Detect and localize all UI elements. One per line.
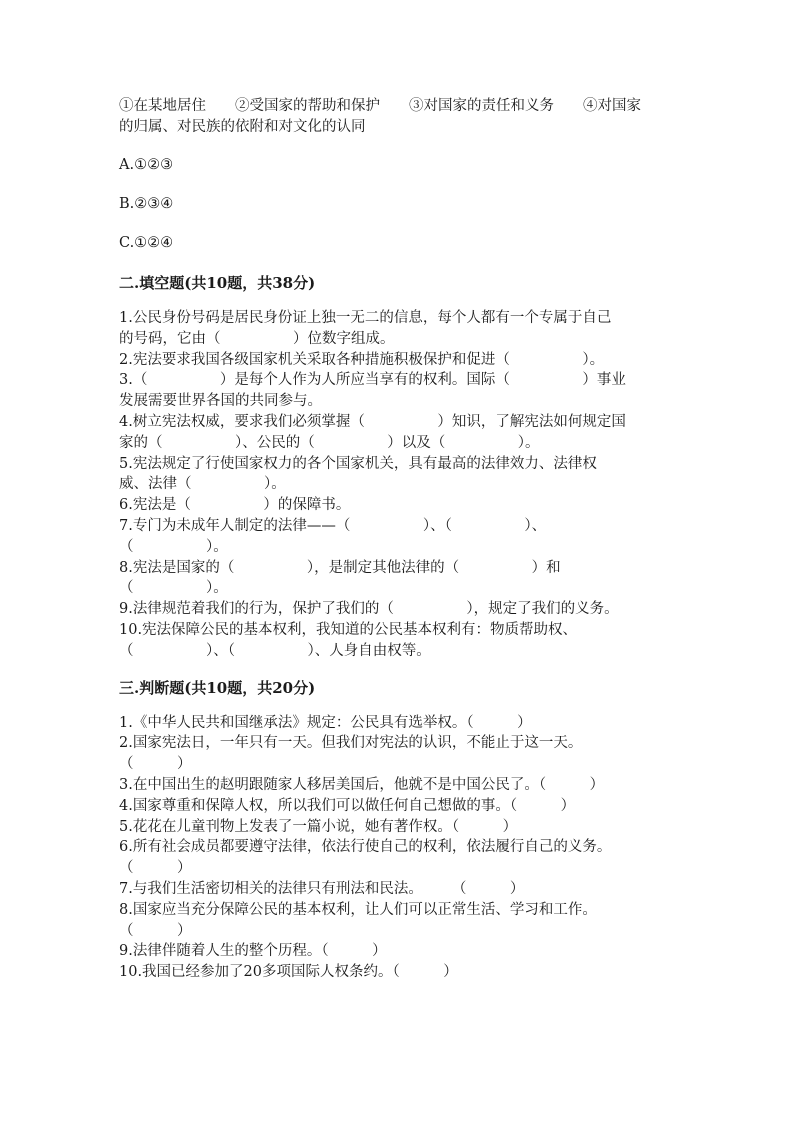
fill-in-line: 6.宪法是（ ）的保障书。 — [119, 497, 351, 514]
option-b: B.②③④ — [119, 196, 174, 212]
section-true-false-title: 三.判断题(共10题，共20分) — [119, 678, 316, 697]
true-false-line: 3.在中国出生的赵明跟随家人移居美国后，他就不是中国公民了。（ ） — [119, 776, 605, 793]
fill-in-line: 9.法律规范着我们的行为，保护了我们的（ ），规定了我们的义务。 — [119, 601, 619, 618]
fill-in-line: 家的（ ）、公民的（ ）以及（ ）。 — [119, 434, 540, 451]
true-false-line: 10.我国已经参加了20多项国际人权条约。（ ） — [119, 964, 458, 981]
fill-in-line: 2.宪法要求我国各级国家机关采取各种措施积极保护和促进（ ）。 — [119, 351, 605, 368]
true-false-line: 6.所有社会成员都要遵守法律，依法行使自己的权利，依法履行自己的义务。 — [119, 839, 612, 856]
exam-page — [119, 96, 679, 998]
true-false-line: 7.与我们生活密切相关的法律只有刑法和民法。 （ ） — [119, 880, 525, 897]
fill-in-line: 8.宪法是国家的（ ），是制定其他法律的（ ）和 — [119, 559, 561, 576]
option-c: C.①②④ — [119, 235, 174, 251]
true-false-line: 5.花花在儿童刊物上发表了一篇小说，她有著作权。（ ） — [119, 818, 518, 835]
true-false-line: 1.《中华人民共和国继承法》规定：公民具有选举权。（ ） — [119, 714, 532, 731]
true-false-line: （ ） — [119, 860, 192, 877]
question-stem-choices — [119, 96, 679, 138]
true-false-line: 2.国家宪法日，一年只有一天。但我们对宪法的认识，不能止于这一天。 — [119, 735, 583, 752]
fill-in-line: 3.（ ）是每个人作为人所应当享有的权利。国际（ ）事业 — [119, 372, 626, 389]
fill-in-line: 发展需要世界各国的共同参与。 — [119, 393, 322, 410]
true-false-line: （ ） — [119, 756, 192, 773]
option-a: A.①②③ — [119, 157, 174, 173]
stem-line-2: 的归属、对民族的依附和对文化的认同 — [119, 119, 366, 135]
fill-in-line: 7.专门为未成年人制定的法律——（ ）、（ ）、 — [119, 517, 547, 534]
fill-in-line: 4.树立宪法权威，要求我们必须掌握（ ）知识，了解宪法如何规定国 — [119, 413, 626, 430]
true-false-line: （ ） — [119, 922, 192, 939]
true-false-questions — [119, 713, 679, 983]
fill-in-line: 1.公民身份号码是居民身份证上独一无二的信息，每个人都有一个专属于自己 — [119, 310, 612, 326]
fill-in-line: 威、法律（ ）。 — [119, 476, 286, 493]
fill-in-line: （ ）。 — [119, 538, 228, 555]
section-fill-in-title: 二.填空题(共10题，共38分) — [119, 274, 316, 292]
fill-in-line: 5.宪法规定了行使国家权力的各个国家机关，具有最高的法律效力、法律权 — [119, 455, 597, 472]
true-false-line: 8.国家应当充分保障公民的基本权利，让人们可以正常生活、学习和工作。 — [119, 901, 597, 918]
fill-in-line: 的号码，它由（ ）位数字组成。 — [119, 330, 395, 347]
fill-in-line: （ ）、（ ）、人身自由权等。 — [119, 642, 431, 659]
fill-in-line: （ ）。 — [119, 580, 228, 597]
true-false-line: 4.国家尊重和保障人权，所以我们可以做任何自己想做的事。（ ） — [119, 797, 576, 814]
stem-line-1: ①在某地居住 ②受国家的帮助和保护 ③对国家的责任和义务 ④对国家 — [119, 98, 641, 114]
true-false-line: 9.法律伴随着人生的整个历程。（ ） — [119, 943, 387, 960]
fill-in-line: 10.宪法保障公民的基本权利，我知道的公民基本权利有：物质帮助权、 — [119, 621, 578, 638]
fill-in-questions — [119, 308, 679, 662]
